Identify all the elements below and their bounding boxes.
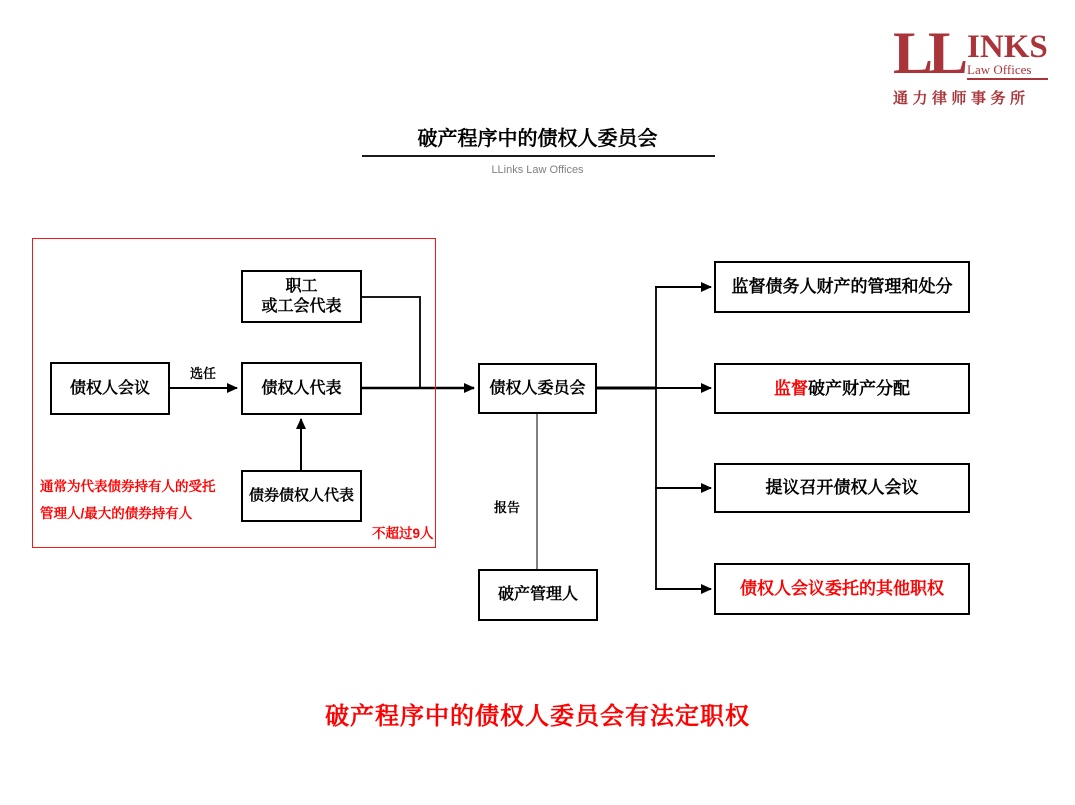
note-member-limit: 不超过9人 bbox=[372, 526, 434, 541]
logo-inks-block bbox=[967, 28, 1048, 80]
node-bankruptcy-administrator: 破产管理人 bbox=[478, 569, 598, 621]
edge-label-select: 选任 bbox=[189, 366, 216, 381]
edge-label-report: 报告 bbox=[494, 500, 521, 515]
logo-chinese-name: 通力律师事务所 bbox=[893, 90, 1030, 107]
logo-law-offices-text: Law Offices bbox=[967, 61, 1032, 77]
node-function-supervise-management: 监督债务人财产的管理和处分 bbox=[714, 261, 970, 313]
function-label-supervise-prefix: 监督 bbox=[774, 378, 808, 398]
node-creditors-meeting: 债权人会议 bbox=[50, 362, 170, 415]
logo-ll-letters: LL bbox=[893, 20, 964, 86]
node-bond-creditor-representative: 债券债权人代表 bbox=[241, 470, 362, 522]
note-line-1: 通常为代表债券持有人的受托 bbox=[40, 479, 216, 494]
node-label-line2: 或工会代表 bbox=[261, 297, 342, 315]
node-creditor-representative: 债权人代表 bbox=[241, 362, 362, 415]
logo-inks-letters: INKS bbox=[967, 28, 1048, 65]
node-function-propose-meeting: 提议召开债权人会议 bbox=[714, 463, 970, 513]
node-function-supervise-distribution bbox=[714, 363, 970, 414]
page-subtitle: LLinks Law Offices bbox=[491, 164, 584, 176]
node-function-other-delegated-powers: 债权人会议委托的其他职权 bbox=[714, 563, 970, 615]
note-bondholder-trustee bbox=[40, 473, 216, 527]
llinks-logo-wordmark bbox=[893, 20, 1048, 86]
node-label-line1: 职工 bbox=[285, 277, 318, 295]
node-creditors-committee: 债权人委员会 bbox=[478, 363, 597, 414]
footer-caption: 破产程序中的债权人委员会有法定职权 bbox=[325, 703, 750, 730]
page-title: 破产程序中的债权人委员会 bbox=[417, 128, 658, 150]
node-staff-or-union-rep bbox=[241, 270, 362, 323]
function-label-distribution-rest: 破产财产分配 bbox=[808, 378, 910, 398]
llinks-logo bbox=[893, 20, 1048, 108]
note-line-2: 管理人/最大的债券持有人 bbox=[40, 506, 193, 521]
title-underline bbox=[362, 155, 715, 157]
